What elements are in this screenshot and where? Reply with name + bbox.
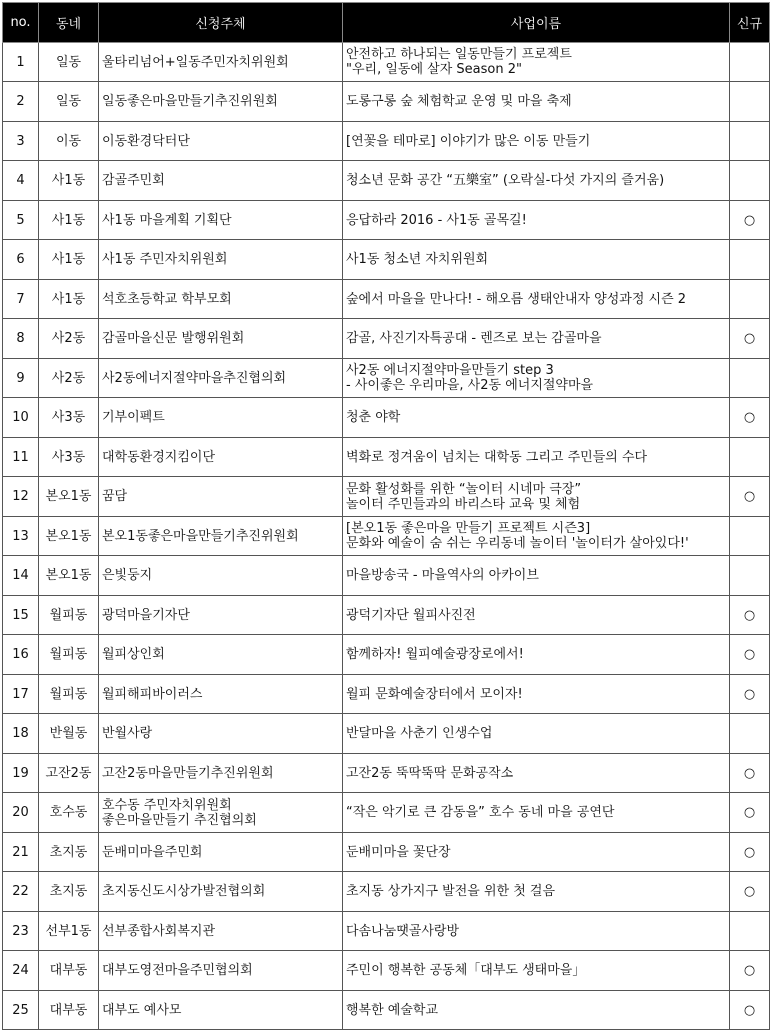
row-biz [343,991,730,1030]
row-org [99,201,343,240]
biz-line: 고잔2동 뚝딱뚝딱 문화공작소 [346,765,514,781]
table-row [3,398,770,438]
org-line: 대부도영전마을주민협의회 [102,963,253,978]
row-new-mark: ○ [730,596,770,635]
row-dong: 초지동 [39,833,99,872]
row-org [99,833,343,872]
row-number: 8 [3,319,39,359]
biz-line: 사2동 에너지절약마을만들기 step 3 [346,363,554,378]
org-line: 일동좋은마을만들기추진위원회 [102,94,278,109]
row-org [99,951,343,991]
biz-line: 행복한 예술학교 [346,1002,439,1018]
org-line: 월피상인회 [102,647,165,662]
row-number: 16 [3,635,39,675]
table-row [3,635,770,675]
row-new-mark: ○ [730,477,770,517]
row-new-mark [730,82,770,122]
biz-line: [연꽃을 테마로] 이야기가 많은 이동 만들기 [346,133,591,149]
row-number: 12 [3,477,39,517]
row-biz [343,675,730,714]
header-no: no. [3,3,39,43]
org-line: 감골마을신문 발행위원회 [102,331,245,346]
header-row [3,3,770,43]
row-dong: 월피동 [39,675,99,714]
biz-line: 마을방송국 - 마을역사의 아카이브 [346,568,539,583]
row-biz [343,319,730,359]
row-number: 14 [3,556,39,596]
row-dong: 본오1동 [39,517,99,556]
row-number: 6 [3,240,39,280]
row-new-mark: ○ [730,872,770,912]
row-org [99,912,343,951]
table-row [3,161,770,201]
row-biz [343,833,730,872]
table-row [3,201,770,240]
row-org [99,714,343,754]
row-number: 2 [3,82,39,122]
row-biz [343,556,730,596]
row-org [99,675,343,714]
row-dong: 선부1동 [39,912,99,951]
biz-line: 초지동 상가지구 발전을 위한 첫 걸음 [346,884,556,899]
row-number: 20 [3,793,39,833]
row-new-mark [730,359,770,398]
row-org [99,240,343,280]
biz-line: 주민이 행복한 공동체「대부도 생태마을」 [346,963,586,978]
org-line: 월피해피바이러스 [102,686,203,702]
row-new-mark: ○ [730,754,770,793]
row-number: 3 [3,122,39,161]
table-row [3,359,770,398]
row-biz [343,477,730,517]
table-body [3,43,770,1030]
row-dong: 월피동 [39,635,99,675]
row-new-mark: ○ [730,833,770,872]
table-row [3,833,770,872]
row-number: 21 [3,833,39,872]
row-new-mark [730,517,770,556]
biz-line: 응답하라 2016 - 사1동 골목길! [346,212,527,228]
biz-line: 청춘 야학 [346,410,401,425]
biz-line: 둔배미마을 꽃단장 [346,844,451,860]
table-row [3,280,770,319]
org-line: 감골주민회 [102,173,165,188]
org-line: 고잔2동마을만들기추진위원회 [102,765,274,781]
biz-line: “작은 악기로 큰 감동을” 호수 동네 마을 공연단 [346,805,615,820]
biz-line: [본오1동 좋은마을 만들기 프로젝트 시즌3] [346,521,591,536]
row-new-mark [730,556,770,596]
row-new-mark [730,438,770,477]
row-dong: 대부동 [39,951,99,991]
project-table [2,2,770,1030]
table-row [3,82,770,122]
row-dong: 이동 [39,122,99,161]
row-number: 18 [3,714,39,754]
org-line: 대부도 예사모 [102,1002,182,1018]
row-new-mark: ○ [730,398,770,438]
row-new-mark [730,240,770,280]
row-dong: 일동 [39,82,99,122]
row-dong: 사1동 [39,280,99,319]
row-dong: 사1동 [39,161,99,201]
row-org [99,438,343,477]
project-table-container [2,2,770,1030]
row-biz [343,438,730,477]
biz-line: 광덕기자단 월피사진전 [346,607,476,623]
table-row [3,596,770,635]
row-dong: 대부동 [39,991,99,1030]
header-org: 신청주체 [99,3,343,43]
org-line: 초지동신도시상가발전협의회 [102,884,266,899]
row-org [99,477,343,517]
row-org [99,82,343,122]
org-line: 사2동에너지절약마을추진협의회 [102,370,287,386]
row-dong: 사2동 [39,359,99,398]
row-number: 23 [3,912,39,951]
row-number: 19 [3,754,39,793]
row-biz [343,754,730,793]
biz-line: 감골, 사진기자특공대 - 렌즈로 보는 감골마을 [346,331,602,346]
org-line: 은빛둥지 [102,568,153,583]
row-new-mark: ○ [730,951,770,991]
row-number: 9 [3,359,39,398]
biz-line: 놀이터 주민들과의 바리스타 교육 및 체험 [346,496,581,512]
biz-line: 다솜나눔땟골사랑방 [346,923,460,939]
biz-line: 월피 문화예술장터에서 모이자! [346,686,523,702]
row-org [99,635,343,675]
row-number: 7 [3,280,39,319]
table-row [3,991,770,1030]
org-line: 석호초등학교 학부모회 [102,291,232,307]
row-number: 24 [3,951,39,991]
row-dong: 고잔2동 [39,754,99,793]
table-row [3,872,770,912]
biz-line: 사1동 청소년 자치위원회 [346,252,489,267]
biz-line: 안전하고 하나되는 일동만들기 프로젝트 [346,47,572,62]
org-line: 사1동 주민자치위원회 [102,252,228,267]
row-dong: 사1동 [39,201,99,240]
table-row [3,240,770,280]
org-line: 기부이펙트 [102,410,165,425]
row-number: 5 [3,201,39,240]
table-row [3,793,770,833]
row-dong: 사3동 [39,398,99,438]
row-org [99,359,343,398]
row-new-mark: ○ [730,319,770,359]
table-row [3,912,770,951]
row-org [99,556,343,596]
row-org [99,793,343,833]
row-new-mark [730,714,770,754]
row-new-mark: ○ [730,793,770,833]
table-row [3,319,770,359]
row-new-mark: ○ [730,201,770,240]
row-org [99,319,343,359]
header-dong: 동네 [39,3,99,43]
table-row [3,754,770,793]
org-line: 본오1동좋은마을만들기추진위원회 [102,528,299,544]
org-line: 울타리넘어+일동주민자치위원회 [102,54,289,70]
biz-line: 숲에서 마을을 만나다! - 해오름 생태안내자 양성과정 시즌 2 [346,291,687,307]
row-dong: 사3동 [39,438,99,477]
table-row [3,517,770,556]
table-row [3,675,770,714]
row-number: 11 [3,438,39,477]
row-org [99,280,343,319]
org-line: 대학동환경지킴이단 [102,449,216,465]
row-biz [343,872,730,912]
row-biz [343,161,730,201]
table-row [3,43,770,82]
table-row [3,477,770,517]
row-new-mark [730,912,770,951]
header-biz: 사업이름 [343,3,730,43]
org-line: 꿈담 [102,489,128,504]
row-number: 1 [3,43,39,82]
row-dong: 호수동 [39,793,99,833]
row-biz [343,280,730,319]
row-dong: 본오1동 [39,477,99,517]
row-new-mark: ○ [730,635,770,675]
row-dong: 월피동 [39,596,99,635]
org-line: 둔배미마을주민회 [102,844,203,860]
row-biz [343,517,730,556]
biz-line: 도롱구롱 숲 체험학교 운영 및 마을 축제 [346,94,572,109]
row-biz [343,635,730,675]
biz-line: "우리, 일동에 살자 Season 2" [346,62,522,77]
row-dong: 사1동 [39,240,99,280]
org-line: 이동환경닥터단 [102,133,190,149]
org-line: 호수동 주민자치위원회 [102,797,232,813]
table-row [3,122,770,161]
row-number: 25 [3,991,39,1030]
org-line: 선부종합사회복지관 [102,923,216,939]
row-org [99,596,343,635]
row-dong: 반월동 [39,714,99,754]
row-dong: 일동 [39,43,99,82]
row-dong: 초지동 [39,872,99,912]
biz-line: 반달마을 사춘기 인생수업 [346,726,493,741]
org-line: 광덕마을기자단 [102,607,190,623]
biz-line: 문화와 예술이 숨 쉬는 우리동네 놀이터 '놀이터가 살아있다!' [346,536,689,551]
row-new-mark [730,122,770,161]
row-new-mark [730,280,770,319]
table-row [3,556,770,596]
table-row [3,951,770,991]
row-new-mark [730,43,770,82]
row-biz [343,82,730,122]
row-number: 10 [3,398,39,438]
org-line: 좋은마을만들기 추진협의회 [102,812,257,828]
row-number: 22 [3,872,39,912]
table-header [3,3,770,43]
row-org [99,161,343,201]
biz-line: - 사이좋은 우리마을, 사2동 에너지절약마을 [346,378,594,393]
row-biz [343,240,730,280]
row-org [99,754,343,793]
row-number: 13 [3,517,39,556]
row-org [99,398,343,438]
row-number: 4 [3,161,39,201]
row-biz [343,912,730,951]
row-org [99,991,343,1030]
row-dong: 사2동 [39,319,99,359]
row-biz [343,43,730,82]
row-org [99,43,343,82]
row-biz [343,596,730,635]
row-number: 17 [3,675,39,714]
row-org [99,517,343,556]
row-biz [343,714,730,754]
row-biz [343,359,730,398]
table-row [3,438,770,477]
row-dong: 본오1동 [39,556,99,596]
row-biz [343,951,730,991]
biz-line: 함께하자! 월피예술광장로에서! [346,647,524,662]
row-biz [343,793,730,833]
header-new: 신규 [730,3,770,43]
org-line: 반월사랑 [102,726,153,741]
row-biz [343,201,730,240]
row-biz [343,122,730,161]
table-row [3,714,770,754]
biz-line: 청소년 문화 공간 “五樂室” (오락실-다섯 가지의 즐거움) [346,173,665,188]
biz-line: 벽화로 정겨움이 넘치는 대학동 그리고 주민들의 수다 [346,449,648,465]
org-line: 사1동 마을계획 기획단 [102,212,232,228]
row-org [99,122,343,161]
row-new-mark [730,161,770,201]
row-biz [343,398,730,438]
row-new-mark: ○ [730,675,770,714]
row-org [99,872,343,912]
row-number: 15 [3,596,39,635]
biz-line: 문화 활성화를 위한 “놀이터 시네마 극장” [346,481,582,497]
row-new-mark: ○ [730,991,770,1030]
